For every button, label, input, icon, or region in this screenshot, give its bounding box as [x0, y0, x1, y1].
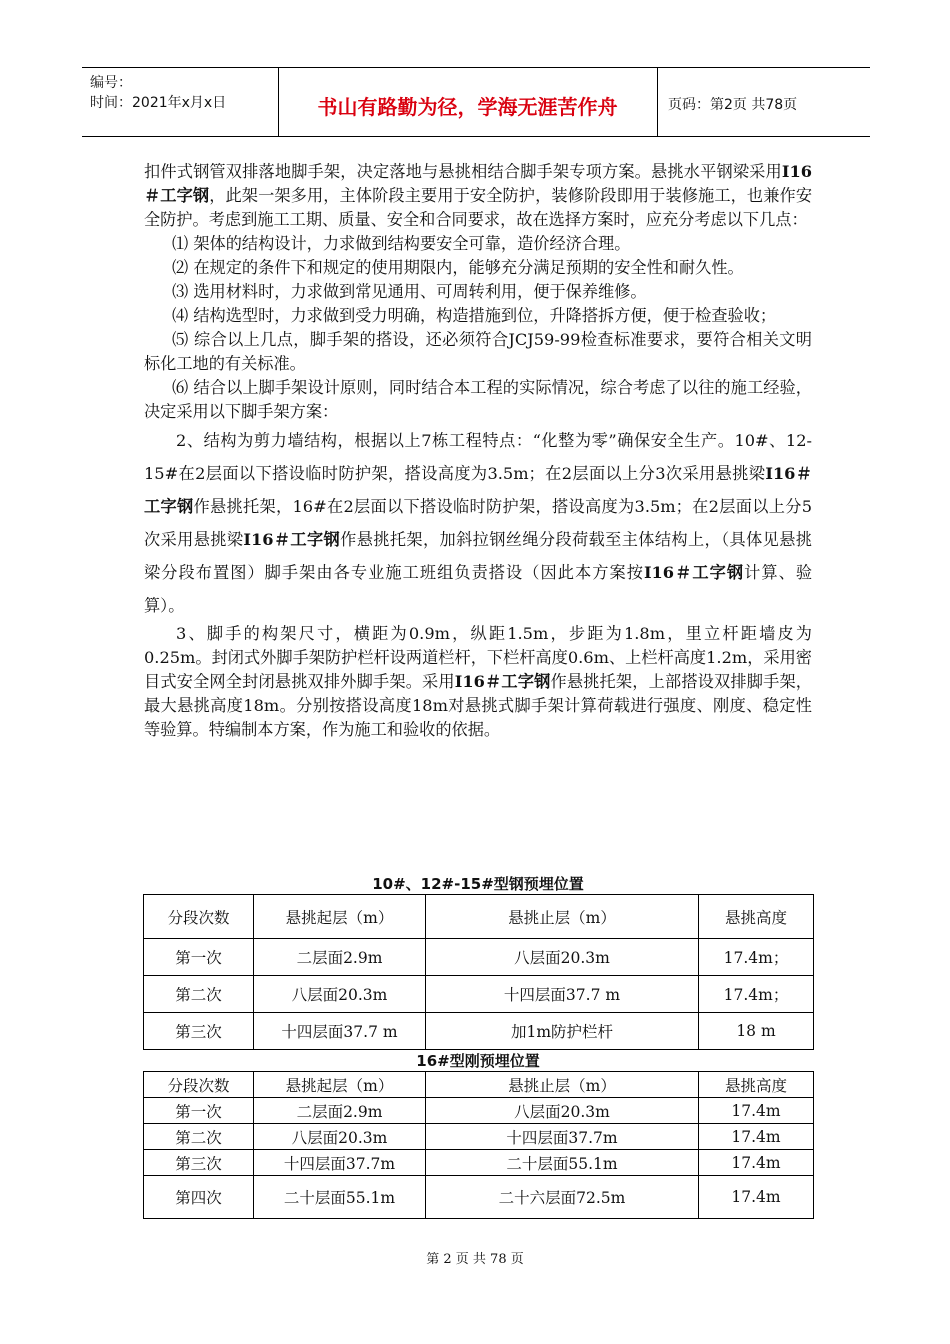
table-cell: 十四层面37.7 m — [254, 1013, 426, 1050]
page-header — [82, 67, 870, 137]
doc-date-label: 时间：2021年x月x日 — [90, 95, 227, 111]
table-row — [144, 939, 814, 976]
table-cell: 二十六层面72.5m — [426, 1176, 699, 1219]
table-cell: 第二次 — [144, 976, 254, 1013]
doc-code-label: 编号： — [90, 75, 132, 91]
table-cell: 第二次 — [144, 1124, 254, 1150]
table-row — [144, 1176, 814, 1219]
header-page-number: 页码：第2页 共78页 — [668, 97, 798, 113]
table-header-row — [144, 895, 814, 939]
table1-title: 10#、12#-15#型钢预埋位置 — [372, 875, 584, 893]
list-item: ⑸ 综合以上几点，脚手架的搭设，还必须符合JCJ59-99检查标准要求，要符合相关文明标化工地的有关标准。 — [144, 330, 812, 373]
table-row — [144, 1098, 814, 1124]
table-cell: 第三次 — [144, 1150, 254, 1176]
table-header-cell: 悬挑高度 — [699, 895, 814, 939]
table-cell: 二十层面55.1m — [254, 1176, 426, 1219]
paragraph-dimensions: 3、脚手的构架尺寸，横距为0.9m，纵距1.5m，步距为1.8m，里立杆距墙皮为0.25m。封闭式外脚手架防护栏杆设两道栏杆，下栏杆高度0.6m、上栏杆高度1.2m，采用密目式安全网全封闭悬挑双排外脚手架。采用I16＃工字钢作悬挑托架，上部搭设双排脚手架，最大悬挑高度18m。分别按搭设高度18m对悬挑式脚手架计算荷载进行强度、刚度、稳定性等验算。特编制本方案，作为施工和验收的依据。 — [144, 624, 812, 739]
table-cell: 八层面20.3m — [254, 976, 426, 1013]
table-cell: 17.4m — [699, 1098, 814, 1124]
table-header-cell: 悬挑起层（m） — [254, 895, 426, 939]
table-cell: 17.4m； — [699, 939, 814, 976]
table-cell: 第四次 — [144, 1176, 254, 1219]
paragraph-structure: 2、结构为剪力墙结构，根据以上7栋工程特点：“化整为零”确保安全生产。10#、12-15#在2层面以下搭设临时防护架，搭设高度为3.5m；在2层面以上分3次采用悬挑梁I16＃工字钢作悬挑托架，16#在2层面以下搭设临时防护架，搭设高度为3.5m；在2层面以上分5次采用悬挑梁I16＃工字钢作悬挑托架，加斜拉钢丝绳分段荷载至主体结构上，（具体见悬挑梁分段布置图）脚手架由各专业施工班组负责搭设（因此本方案按I16＃工字钢计算、验算）。 — [144, 431, 813, 615]
table-cell: 加1m防护栏杆 — [426, 1013, 699, 1050]
paragraph-intro: 扣件式钢管双排落地脚手架，决定落地与悬挑相结合脚手架专项方案。悬挑水平钢梁采用I16＃工字钢，此架一架多用，主体阶段主要用于安全防护，装修阶段即用于装修施工，也兼作安全防护。考虑到施工工期、质量、安全和合同要求，故在选择方案时，应充分考虑以下几点： — [144, 162, 813, 229]
table-cell: 二层面2.9m — [254, 1098, 426, 1124]
table-cell: 17.4m； — [699, 976, 814, 1013]
page-footer: 第 2 页 共 78 页 — [426, 1252, 524, 1267]
table-cell: 二十层面55.1m — [426, 1150, 699, 1176]
header-meta — [82, 68, 279, 136]
list-item: ⑶ 选用材料时，力求做到常见通用、可周转利用，便于保养维修。 — [172, 282, 647, 301]
body-text — [144, 160, 812, 742]
table-header-cell: 分段次数 — [144, 895, 254, 939]
header-motto: 书山有路勤为径，学海无涯苦作舟 — [278, 68, 658, 136]
table-cell: 二层面2.9m — [254, 939, 426, 976]
table-cell: 17.4m — [699, 1150, 814, 1176]
list-item: ⑵ 在规定的条件下和规定的使用期限内，能够充分满足预期的安全性和耐久性。 — [172, 258, 744, 277]
table-row — [144, 1150, 814, 1176]
table-cell: 17.4m — [699, 1176, 814, 1219]
table-row — [144, 1013, 814, 1050]
table-cell: 17.4m — [699, 1124, 814, 1150]
table-header-cell: 分段次数 — [144, 1072, 254, 1098]
list-item: ⑷ 结构选型时，力求做到受力明确，构造措施到位，升降搭拆方便，便于检查验收； — [172, 306, 777, 325]
list-item: ⑴ 架体的结构设计，力求做到结构要安全可靠，造价经济合理。 — [172, 234, 631, 253]
table-cell: 八层面20.3m — [426, 939, 699, 976]
table-cell: 十四层面37.7m — [426, 1124, 699, 1150]
table-row — [144, 976, 814, 1013]
table-cell: 第三次 — [144, 1013, 254, 1050]
table-row — [144, 1124, 814, 1150]
table-header-cell: 悬挑止层（m） — [426, 895, 699, 939]
table-cell: 八层面20.3m — [426, 1098, 699, 1124]
table-cell: 18 m — [699, 1013, 814, 1050]
table-cell: 八层面20.3m — [254, 1124, 426, 1150]
table-cell: 十四层面37.7 m — [426, 976, 699, 1013]
table1 — [143, 894, 814, 1050]
list-item: ⑹ 结合以上脚手架设计原则，同时结合本工程的实际情况，综合考虑了以往的施工经验，决定采用以下脚手架方案： — [144, 378, 812, 421]
table-header-row — [144, 1072, 814, 1098]
table-cell: 十四层面37.7m — [254, 1150, 426, 1176]
table2 — [143, 1071, 814, 1219]
table-cell: 第一次 — [144, 1098, 254, 1124]
table2-title: 16#型刚预埋位置 — [416, 1052, 540, 1070]
table-header-cell: 悬挑高度 — [699, 1072, 814, 1098]
table-cell: 第一次 — [144, 939, 254, 976]
table-header-cell: 悬挑止层（m） — [426, 1072, 699, 1098]
table-header-cell: 悬挑起层（m） — [254, 1072, 426, 1098]
